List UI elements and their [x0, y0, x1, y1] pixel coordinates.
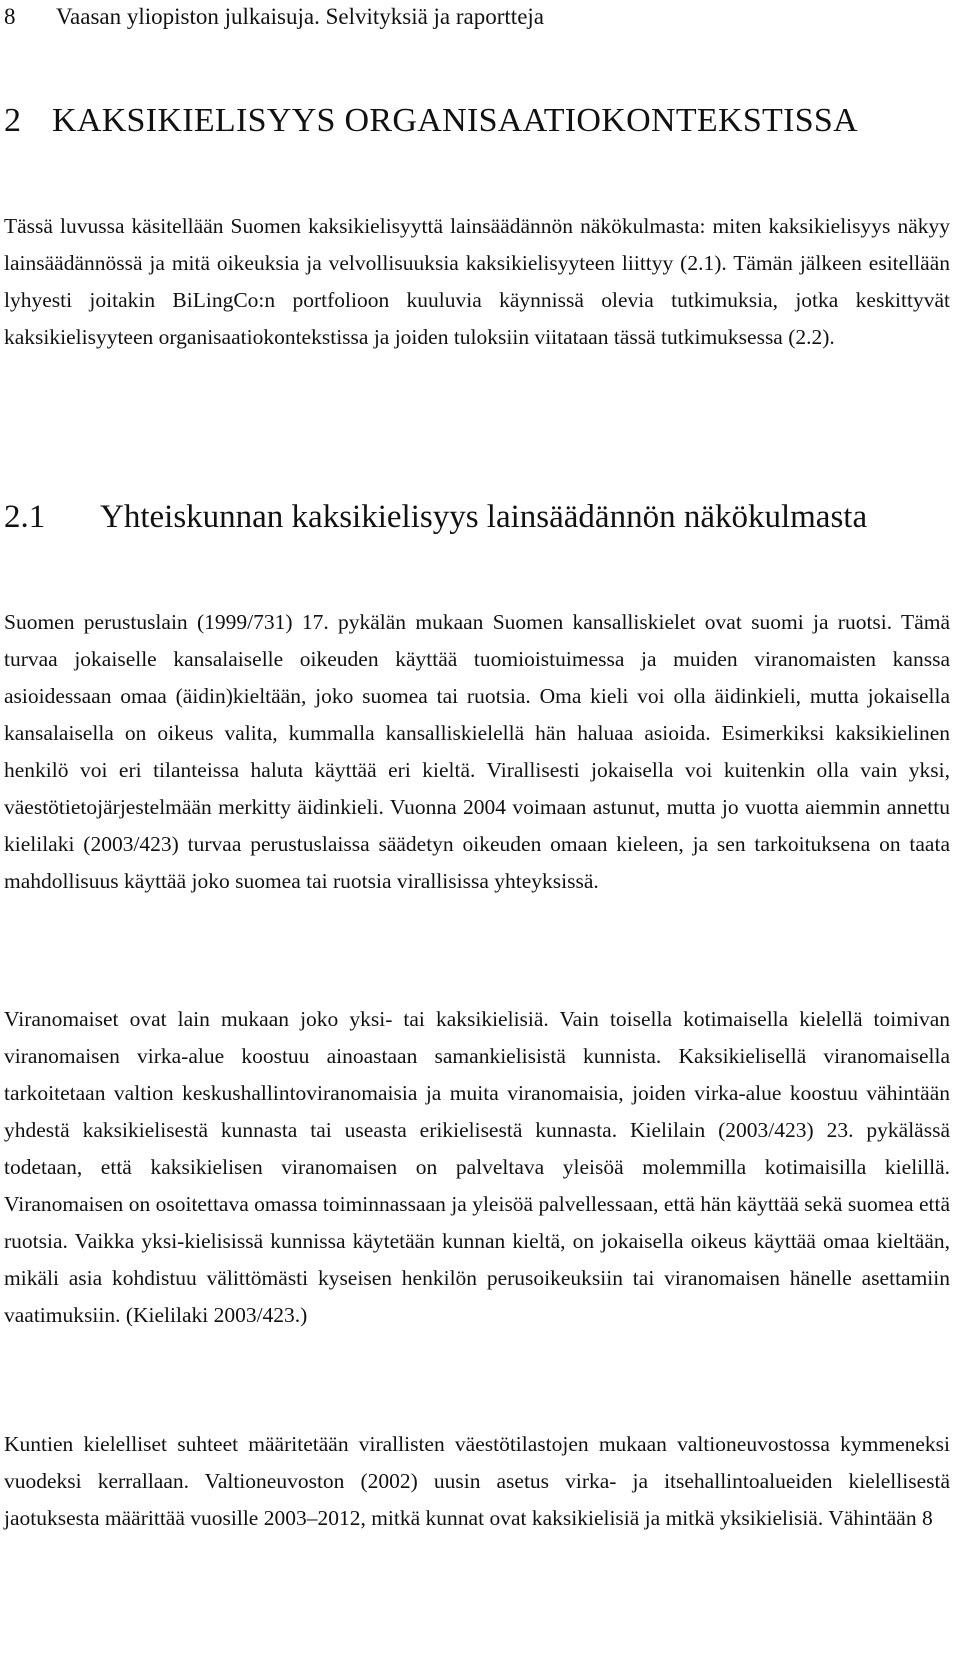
- body-paragraph: Kuntien kielelliset suhteet määritetään virallisten väestötilastojen mukaan valtioneuvostossa kymmeneksi vuodeksi kerrallaan. Valtioneuvoston (2002) uusin asetus virka- ja itsehallintoalueiden kielellisestä jaotuksesta määrittää vuosille 2003–2012, mitkä kunnat ovat kaksikielisiä ja mitkä yksikielisiä. Vähintään 8: [4, 1432, 950, 1530]
- running-head: [4, 2, 544, 32]
- section-heading: [4, 492, 944, 542]
- chapter-title: KAKSIKIELISYYS ORGANISAATIOKONTEKSTISSA: [52, 102, 858, 139]
- publication-title: Vaasan yliopiston julkaisuja. Selvityksiä ja raportteja: [56, 4, 545, 29]
- chapter-number: 2: [4, 102, 22, 139]
- body-paragraph: Viranomaiset ovat lain mukaan joko yksi- tai kaksikielisiä. Vain toisella kotimaisella kielellä toimivan viranomaisen virka-alue koostuu ainoastaan samankielisistä kunnista. Kaksikielisellä viranomaisella tarkoitetaan valtion keskushallintoviranomaisia ja muita viranomaisia, joiden virka-alue koostuu vähintään yhdestä kaksikielisestä kunnasta tai useasta erikielisestä kunnasta. Kielilain (2003/423) 23. pykälässä todetaan, että kaksikielisen viranomaisen on palveltava yleisöä molemmilla kotimaisilla kielillä. Viranomaisen on osoitettava omassa toiminnassaan ja yleisöä palvellessaan, että hän käyttää sekä suomea että ruotsia. Vaikka yksi-kielisissä kunnissa käytetään kunnan kieltä, on jokaisella oikeus käyttää omaa kieltään, mikäli asia kohdistuu välittömästi kyseisen henkilön perusoikeuksiin tai viranomaisen hänelle asettamiin vaatimuksiin. (Kielilaki 2003/423.): [4, 1007, 950, 1327]
- chapter-heading: [4, 96, 944, 146]
- chapter-intro-paragraph: Tässä luvussa käsitellään Suomen kaksikielisyyttä lainsäädännön näkökulmasta: miten kaksikielisyys näkyy lainsäädännössä ja mitä oikeuksia ja velvollisuuksia kaksikielisyyteen liittyy (2.1). Tämän jälkeen esitellään lyhyesti joitakin BiLingCo:n portfolioon kuuluvia käynnissä olevia tutkimuksia, jotka keskittyvät kaksikielisyyteen organisaatiokontekstissa ja joiden tuloksiin viitataan tässä tutkimuksessa (2.2).: [4, 214, 950, 349]
- section-title: Yhteiskunnan kaksikielisyys lainsäädännön näkökulmasta: [100, 499, 868, 535]
- page-number: 8: [4, 4, 16, 29]
- body-paragraph: Suomen perustuslain (1999/731) 17. pykälän mukaan Suomen kansalliskielet ovat suomi ja ruotsi. Tämä turvaa jokaiselle kansalaiselle oikeuden käyttää tuomioistuimessa ja muiden viranomaisten kanssa asioidessaan omaa (äidin)kieltään, joko suomea tai ruotsia. Oma kieli voi olla äidinkieli, mutta jokaisella kansalaisella on oikeus valita, kummalla kansalliskielellä hän haluaa asioida. Esimerkiksi kaksikielinen henkilö voi eri tilanteissa haluta käyttää eri kieltä. Virallisesti jokaisella voi kuitenkin olla vain yksi, väestötietojärjestelmään merkitty äidinkieli. Vuonna 2004 voimaan astunut, mutta jo vuotta aiemmin annettu kielilaki (2003/423) turvaa perustuslaissa säädetyn oikeuden omaan kieleen, ja sen tarkoituksena on taata mahdollisuus käyttää joko suomea tai ruotsia virallisissa yhteyksissä.: [4, 610, 950, 893]
- section-number: 2.1: [4, 499, 46, 535]
